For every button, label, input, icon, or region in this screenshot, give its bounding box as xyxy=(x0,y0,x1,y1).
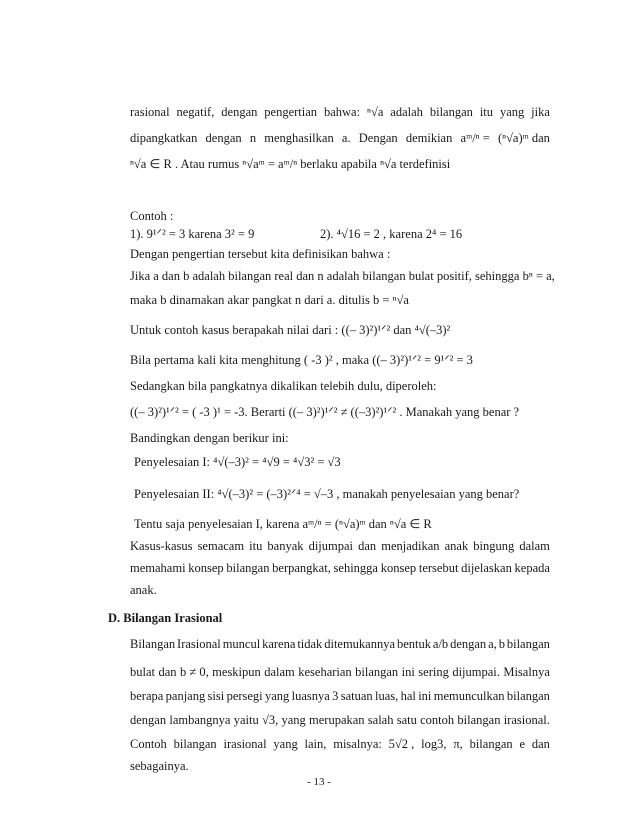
word: meskipun xyxy=(212,665,261,679)
word: contoh xyxy=(420,713,455,727)
word: b ≠ 0, xyxy=(179,665,209,679)
word: dijumpai. xyxy=(452,665,500,679)
word: kepada xyxy=(514,561,550,575)
word: dengan xyxy=(221,105,258,119)
word: hal xyxy=(400,689,416,703)
word: dan xyxy=(531,737,550,751)
word: berapa xyxy=(130,689,164,703)
word: satu xyxy=(396,713,417,727)
word: (ⁿ√a)ᵐ dan xyxy=(497,131,550,145)
sedangkan-line: Sedangkan bila pangkatnya dikalikan telebih dulu, diperoleh: xyxy=(130,379,437,393)
word: lain, xyxy=(304,737,327,751)
word: yaitu xyxy=(233,713,259,727)
word: dijumpai xyxy=(308,539,354,553)
word: itu xyxy=(479,105,494,119)
berarti-line: ((– 3)²)¹ᐟ² = ( -3 )¹ = -3. Berarti ((– 3)²)¹ᐟ² ≠ ((–3)²)¹ᐟ² . Manakah yang benar ? xyxy=(130,405,520,419)
word: Bilangan xyxy=(130,637,176,651)
word: satuan xyxy=(340,689,373,703)
word: lambangnya xyxy=(169,713,231,727)
word: bilangan xyxy=(355,665,399,679)
word: luasnya xyxy=(291,689,330,703)
word: Dengan xyxy=(358,131,398,145)
word: π, xyxy=(453,737,463,751)
word: dalam xyxy=(264,665,295,679)
word: menjadikan xyxy=(381,539,440,553)
word: tersebut xyxy=(418,561,459,575)
word: adalah xyxy=(390,105,423,119)
word: b xyxy=(498,637,505,651)
word: rasional xyxy=(130,105,170,119)
word: berpangkat, xyxy=(272,561,331,575)
word: negatif, xyxy=(176,105,215,119)
word: e xyxy=(519,737,526,751)
kasus-para-line-1 xyxy=(130,538,550,554)
word: dan xyxy=(358,539,377,553)
word: sering xyxy=(418,665,449,679)
word: dengan xyxy=(205,131,242,145)
word: memunculkan xyxy=(433,689,505,703)
contoh-2: 2). ⁴√16 = 2 , karena 2⁴ = 16 xyxy=(320,227,463,241)
word: banyak xyxy=(267,539,304,553)
word: jika xyxy=(531,105,550,119)
definition-intro: Dengan pengertian tersebut kita definisikan bahwa : xyxy=(130,247,391,261)
word: Contoh xyxy=(130,737,167,751)
word: dengan xyxy=(130,713,167,727)
word: konsep xyxy=(188,561,224,575)
tentu-line: Tentu saja penyelesaian I, karena aᵐ/ⁿ = (ⁿ√a)ᵐ dan ⁿ√a ∈ R xyxy=(134,517,432,531)
word: bilangan xyxy=(429,105,473,119)
word: log3, xyxy=(421,737,447,751)
word: irasional. xyxy=(503,713,550,727)
word: semacam xyxy=(197,539,245,553)
word: dalam xyxy=(519,539,550,553)
word: bulat xyxy=(130,665,155,679)
word: a, xyxy=(488,637,497,651)
bandingkan-line: Bandingkan dengan berikur ini: xyxy=(130,431,289,445)
word: bentuk xyxy=(396,637,431,651)
word: sisi xyxy=(207,689,225,703)
page-number: - 13 - xyxy=(307,776,331,788)
kasus-para-line-3: anak. xyxy=(130,583,157,597)
word: a. xyxy=(341,131,351,145)
word: dengan xyxy=(450,637,487,651)
word: ⁿ√a xyxy=(367,105,384,119)
word: luas, xyxy=(375,689,399,703)
word: bilangan xyxy=(173,737,217,751)
word: bilangan xyxy=(469,737,513,751)
penyelesaian-1: Penyelesaian I: ⁴√(–3)² = ⁴√9 = ⁴√3² = √3 xyxy=(134,455,341,469)
contoh-1: 1). 9¹ᐟ² = 3 karena 3² = 9 xyxy=(130,227,255,241)
word: bilangan xyxy=(506,689,550,703)
word: bilangan xyxy=(226,561,270,575)
word: 5√2 , xyxy=(388,737,415,751)
word: irasional xyxy=(223,737,267,751)
irasional-line-2 xyxy=(130,664,550,680)
word: bingung xyxy=(473,539,515,553)
word: ini xyxy=(418,689,432,703)
section-heading: D. Bilangan Irasional xyxy=(108,611,223,625)
word: yang xyxy=(265,689,290,703)
word: dipangkatkan xyxy=(130,131,198,145)
word: yang xyxy=(499,105,525,119)
word: Irasional xyxy=(177,637,221,651)
pertama-line: Bila pertama kali kita menghitung ( -3 )² , maka ((– 3)²)¹ᐟ² = 9¹ᐟ² = 3 xyxy=(130,353,473,367)
irasional-line-6: sebagainya. xyxy=(130,759,189,773)
word: 3 xyxy=(332,689,339,703)
kasus-para-line-2 xyxy=(130,560,550,576)
word: Kasus-kasus xyxy=(130,539,193,553)
word: salah xyxy=(367,713,394,727)
word: konsep xyxy=(380,561,417,575)
word: memahami xyxy=(130,561,186,575)
word: tidak xyxy=(297,637,323,651)
word: itu xyxy=(249,539,263,553)
penyelesaian-2: Penyelesaian II: ⁴√(–3)² = (–3)²ᐟ⁴ = √–3 , manakah penyelesaian yang benar? xyxy=(134,487,520,501)
word: demikian xyxy=(405,131,453,145)
definition-line-1: Jika a dan b adalah bilangan real dan n adalah bilangan bulat positif, sehingga bⁿ = a, xyxy=(130,269,555,283)
word: dan xyxy=(158,665,177,679)
irasional-line-5 xyxy=(130,736,550,752)
word: karena xyxy=(262,637,296,651)
word: bahwa: xyxy=(323,105,361,119)
word: aᵐ/ⁿ = xyxy=(460,131,490,145)
definition-line-2: maka b dinamakan akar pangkat n dari a. ditulis b = ⁿ√a xyxy=(130,293,409,307)
word: menghasilkan xyxy=(264,131,334,145)
word: misalnya: xyxy=(333,737,382,751)
word: dijelaskan xyxy=(461,561,512,575)
word: n xyxy=(249,131,257,145)
irasional-line-4 xyxy=(130,712,550,728)
word: √3, xyxy=(261,713,279,727)
kasus-question: Untuk contoh kasus berapakah nilai dari : ((– 3)²)¹ᐟ² dan ⁴√(–3)² xyxy=(130,323,451,337)
word: panjang xyxy=(165,689,206,703)
word: yang xyxy=(273,737,298,751)
para-line-1 xyxy=(130,104,550,120)
word: persegi xyxy=(226,689,263,703)
word: pengertian xyxy=(264,105,318,119)
word: yang xyxy=(281,713,306,727)
word: merupakan xyxy=(309,713,365,727)
word: Misalnya xyxy=(503,665,550,679)
word: anak xyxy=(444,539,469,553)
word: keseharian xyxy=(298,665,352,679)
word: bilangan xyxy=(457,713,501,727)
para-line-3: ⁿ√a ∈ R . Atau rumus ⁿ√aᵐ = aᵐ/ⁿ berlaku apabila ⁿ√a terdefinisi xyxy=(130,157,451,171)
word: ini xyxy=(401,665,415,679)
para-line-2 xyxy=(130,130,550,146)
irasional-line-1 xyxy=(130,636,550,652)
word: sehingga xyxy=(333,561,378,575)
word: a/b xyxy=(432,637,449,651)
word: bilangan xyxy=(506,637,550,651)
word: muncul xyxy=(222,637,261,651)
contoh-label: Contoh : xyxy=(130,209,174,223)
word: ditemukannya xyxy=(324,637,396,651)
irasional-line-3 xyxy=(130,688,550,704)
